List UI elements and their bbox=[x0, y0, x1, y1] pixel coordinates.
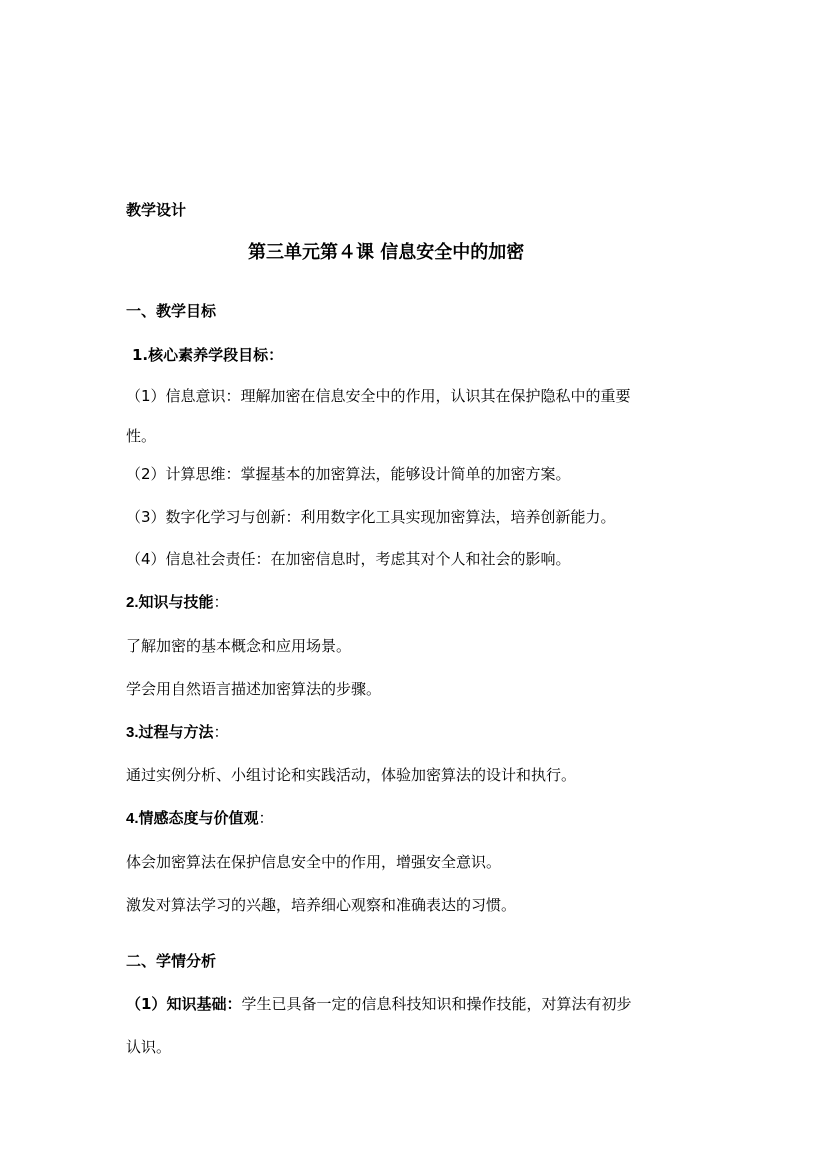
subheading-number: 3. bbox=[126, 724, 139, 741]
paragraph-line: 学会用自然语言描述加密算法的步骤。 bbox=[126, 680, 382, 698]
list-item-marker: （4） bbox=[126, 550, 166, 568]
section-heading-analysis: 二、学情分析 bbox=[126, 952, 217, 970]
subheading-emotion-values bbox=[126, 808, 274, 829]
subheading-colon: ： bbox=[258, 809, 274, 827]
subheading-text: 过程与方法 bbox=[138, 723, 214, 741]
list-item-text: 计算思维：掌握基本的加密算法，能够设计简单的加密方案。 bbox=[165, 465, 571, 483]
section-heading-objectives: 一、教学目标 bbox=[126, 302, 217, 320]
list-item-marker: （2） bbox=[126, 465, 166, 483]
list-item-label: 知识基础： bbox=[166, 995, 242, 1013]
list-item bbox=[126, 464, 571, 484]
list-item-text: 学生已具备一定的信息科技知识和操作技能，对算法有初步 bbox=[241, 995, 632, 1013]
list-item-marker: （3） bbox=[126, 508, 166, 526]
list-item bbox=[126, 507, 616, 527]
subheading-process-methods bbox=[126, 722, 229, 743]
subheading-colon: ： bbox=[213, 723, 229, 741]
paragraph-line: 通过实例分析、小组讨论和实践活动，体验加密算法的设计和执行。 bbox=[126, 766, 577, 784]
list-item-continuation: 性。 bbox=[126, 427, 157, 445]
page-title: 第三单元第４课 信息安全中的加密 bbox=[248, 242, 525, 263]
subheading-core-literacy: 1.核心素养学段目标： bbox=[132, 346, 284, 364]
list-item-marker: （1） bbox=[126, 995, 167, 1013]
list-item-marker: （1） bbox=[126, 387, 166, 405]
list-item bbox=[126, 549, 571, 569]
list-item-text: 数字化学习与创新：利用数字化工具实现加密算法，培养创新能力。 bbox=[165, 508, 616, 526]
list-item-continuation: 认识。 bbox=[126, 1038, 172, 1056]
subheading-number: 2. bbox=[126, 594, 139, 611]
paragraph-line: 体会加密算法在保护信息安全中的作用，增强安全意识。 bbox=[126, 853, 502, 871]
list-item bbox=[126, 994, 631, 1014]
subheading-text: 知识与技能 bbox=[138, 593, 214, 611]
list-item-text: 信息意识：理解加密在信息安全中的作用，认识其在保护隐私中的重要 bbox=[165, 387, 631, 405]
subheading-number: 4. bbox=[126, 810, 139, 827]
paragraph-line: 激发对算法学习的兴趣，培养细心观察和准确表达的习惯。 bbox=[126, 896, 517, 914]
paragraph-line: 了解加密的基本概念和应用场景。 bbox=[126, 637, 352, 655]
subheading-text: 情感态度与价值观 bbox=[138, 809, 259, 827]
doc-label: 教学设计 bbox=[126, 201, 187, 219]
list-item bbox=[126, 386, 631, 406]
subheading-colon: ： bbox=[213, 593, 229, 611]
subheading-knowledge-skills bbox=[126, 592, 229, 613]
list-item-text: 信息社会责任：在加密信息时，考虑其对个人和社会的影响。 bbox=[165, 550, 571, 568]
